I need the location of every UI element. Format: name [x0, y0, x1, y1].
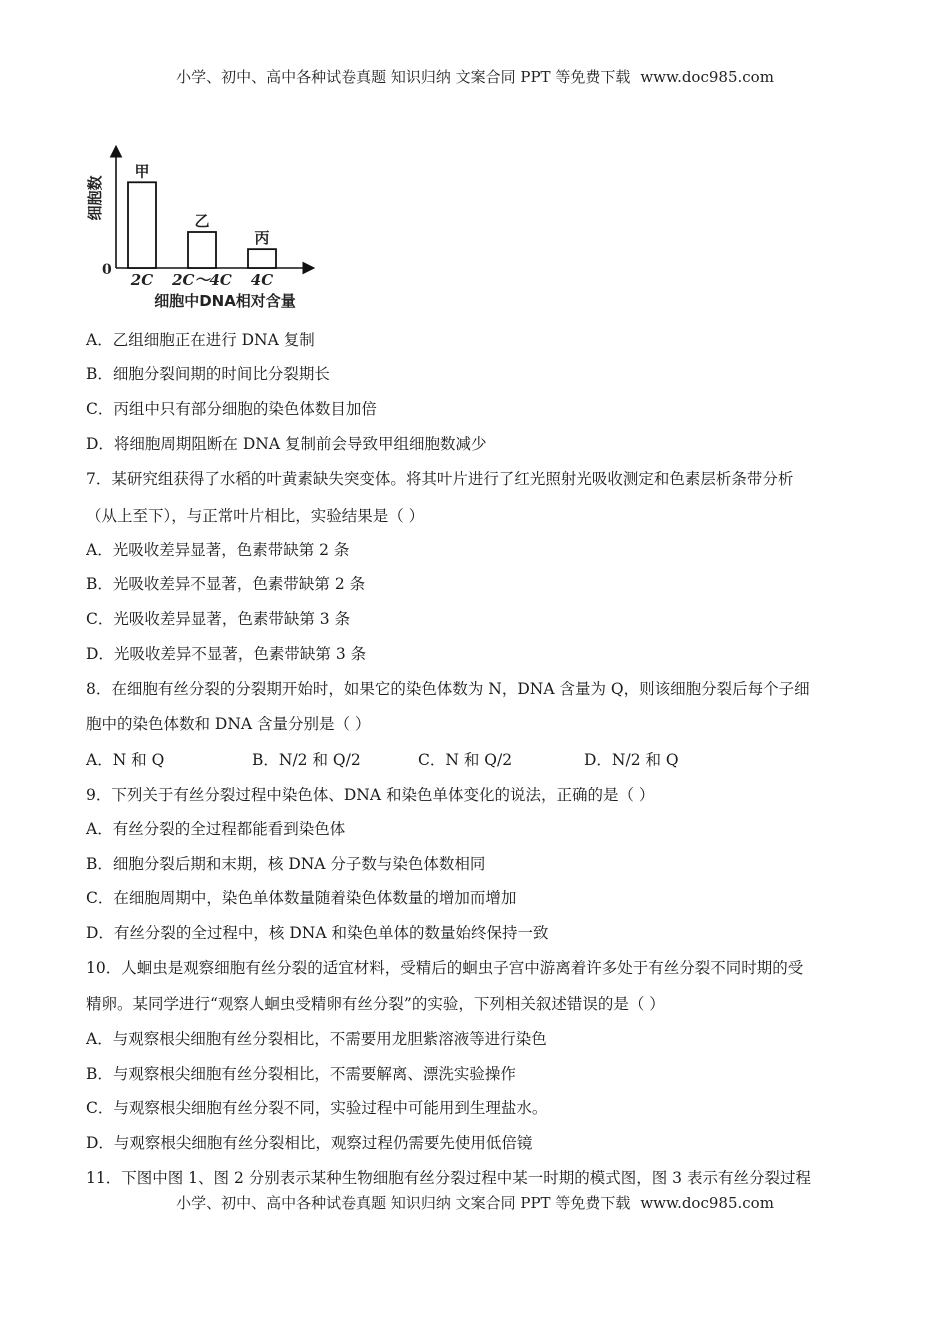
- bar-label-2: 乙: [194, 212, 210, 230]
- q10-option-c: C．与观察根尖细胞有丝分裂不同，实验过程中可能用到生理盐水。: [86, 1099, 548, 1117]
- q7-option-d: D．光吸收差异不显著，色素带缺第 3 条: [86, 645, 367, 663]
- bar-1: [128, 182, 156, 268]
- q7-option-a: A．光吸收差异显著，色素带缺第 2 条: [86, 541, 350, 559]
- bar-2: [188, 232, 216, 268]
- q8-options-row: [86, 750, 679, 770]
- bar-label-1: 甲: [134, 162, 150, 181]
- page-header: [0, 66, 950, 87]
- footer-url[interactable]: www.doc985.com: [640, 1194, 774, 1212]
- q9-option-a: A．有丝分裂的全过程都能看到染色体: [86, 820, 346, 838]
- q10-option-d: D．与观察根尖细胞有丝分裂相比，观察过程仍需要先使用低倍镜: [86, 1134, 533, 1152]
- dna-content-bar-chart: [80, 138, 330, 313]
- q6-option-d: D．将细胞周期阻断在 DNA 复制前会导致甲组细胞数减少: [86, 435, 487, 453]
- q11-stem-line-1: 11．下图中图 1、图 2 分别表示某种生物细胞有丝分裂过程中某一时期的模式图，图 3 表示有丝分裂过程: [86, 1169, 811, 1187]
- header-text: 小学、初中、高中各种试卷真题 知识归纳 文案合同 PPT 等免费下载: [176, 68, 631, 86]
- q8-option-a: A．N 和 Q: [86, 751, 165, 769]
- header-url[interactable]: www.doc985.com: [640, 68, 774, 86]
- q8-stem-line-2: 胞中的染色体数和 DNA 含量分别是（ ）: [86, 715, 371, 733]
- q8-option-c: C．N 和 Q/2: [418, 751, 513, 769]
- q8-option-d: D．N/2 和 Q: [584, 751, 679, 769]
- q10-option-a: A．与观察根尖细胞有丝分裂相比，不需要用龙胆紫溶液等进行染色: [86, 1030, 547, 1048]
- q7-option-b: B．光吸收差异不显著，色素带缺第 2 条: [86, 575, 366, 593]
- q10-stem-line-1: 10．人蛔虫是观察细胞有丝分裂的适宜材料，受精后的蛔虫子宫中游离着许多处于有丝分裂不同时期的受: [86, 959, 804, 977]
- origin-label: 0: [102, 262, 112, 278]
- q9-option-c: C．在细胞周期中，染色单体数量随着染色体数量的增加而增加: [86, 889, 517, 907]
- page-footer: [0, 1192, 950, 1213]
- x-tick-label-3: 4C: [250, 271, 274, 289]
- q10-option-b: B．与观察根尖细胞有丝分裂相比，不需要解离、漂洗实验操作: [86, 1065, 516, 1083]
- q6-option-b: B．细胞分裂间期的时间比分裂期长: [86, 365, 330, 383]
- q8-stem-line-1: 8．在细胞有丝分裂的分裂期开始时，如果它的染色体数为 N，DNA 含量为 Q，则该细胞分裂后每个子细: [86, 680, 810, 698]
- footer-text: 小学、初中、高中各种试卷真题 知识归纳 文案合同 PPT 等免费下载: [176, 1194, 631, 1212]
- bar-3: [248, 249, 276, 268]
- x-axis-label: 细胞中DNA相对含量: [154, 292, 296, 310]
- q7-option-c: C．光吸收差异显著，色素带缺第 3 条: [86, 610, 351, 628]
- x-tick-label-1: 2C: [130, 271, 154, 289]
- q9-option-b: B．细胞分裂后期和末期，核 DNA 分子数与染色体数相同: [86, 855, 486, 873]
- q6-option-a: A．乙组细胞正在进行 DNA 复制: [86, 331, 315, 349]
- y-axis-label: 细胞数: [86, 175, 104, 221]
- q7-stem-line-2: （从上至下），与正常叶片相比，实验结果是（ ）: [86, 507, 425, 525]
- q10-stem-line-2: 精卵。某同学进行“观察人蛔虫受精卵有丝分裂”的实验，下列相关叙述错误的是（ ）: [86, 995, 665, 1013]
- x-tick-label-2: 2C～4C: [172, 271, 232, 289]
- q7-stem-line-1: 7．某研究组获得了水稻的叶黄素缺失突变体。将其叶片进行了红光照射光吸收测定和色素层析条带分析: [86, 470, 794, 488]
- q6-option-c: C．丙组中只有部分细胞的染色体数目加倍: [86, 400, 377, 418]
- bar-label-3: 丙: [254, 229, 270, 248]
- q9-stem: 9．下列关于有丝分裂过程中染色体、DNA 和染色单体变化的说法，正确的是（ ）: [86, 786, 655, 804]
- q8-option-b: B．N/2 和 Q/2: [252, 751, 361, 769]
- q9-option-d: D．有丝分裂的全过程中，核 DNA 和染色单体的数量始终保持一致: [86, 924, 549, 942]
